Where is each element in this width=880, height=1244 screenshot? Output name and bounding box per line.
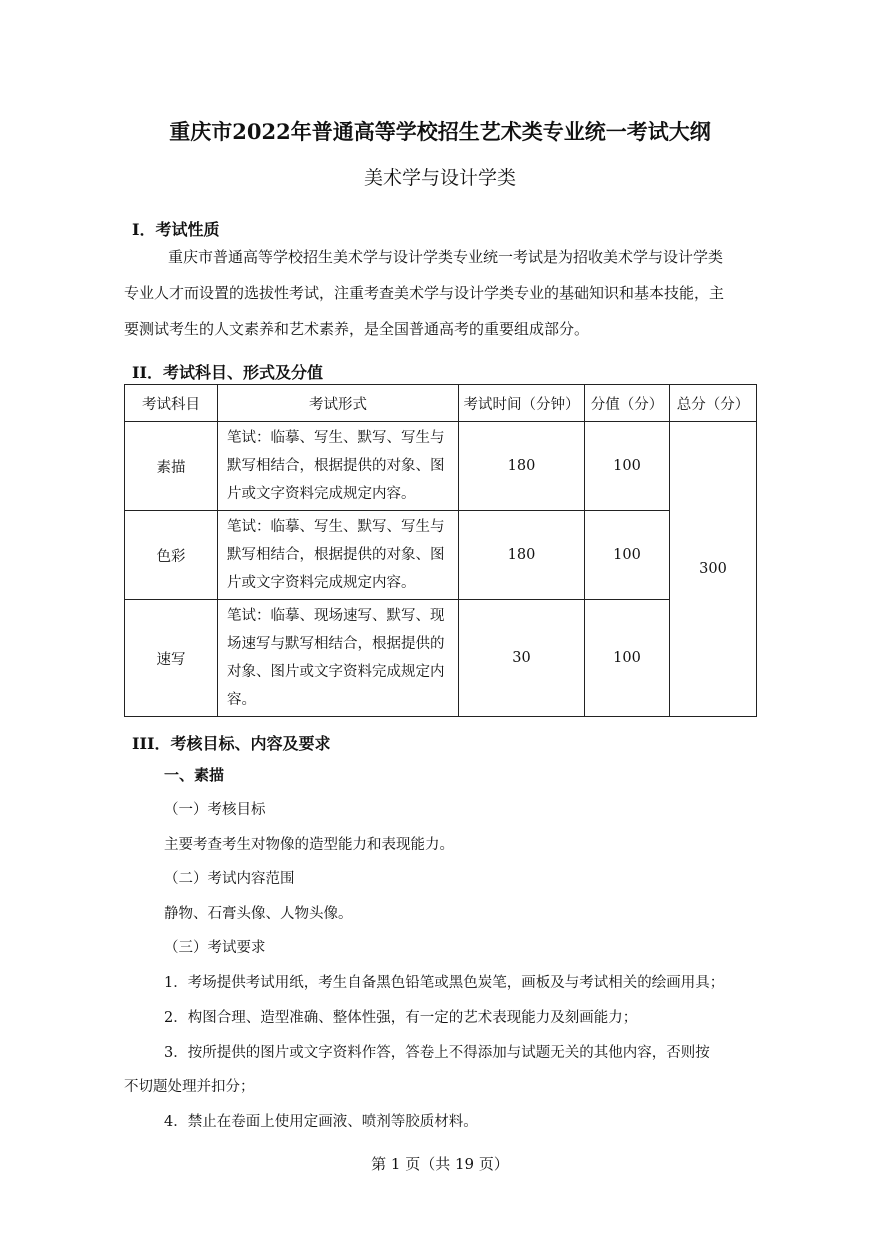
sub-heading-sketch: 一、素描 [164, 766, 225, 784]
range-text: 静物、石膏头像、人物头像。 [164, 906, 353, 922]
header-time: 考试时间（分钟） [459, 385, 585, 422]
cell-form: 笔试：临摹、写生、默写、写生与默写相结合，根据提供的对象、图片或文字资料完成规定内容。 [218, 422, 459, 511]
requirement-item: 1．考场提供考试用纸，考生自备黑色铅笔或黑色炭笔，画板及与考试相关的绘画用具； [164, 975, 725, 991]
goal-label: （一）考核目标 [164, 802, 266, 818]
exam-table [124, 384, 757, 717]
cell-subject: 速写 [125, 600, 218, 717]
cell-form: 笔试：临摹、现场速写、默写、现场速写与默写相结合，根据提供的对象、图片或文字资料完成规定内容。 [218, 600, 459, 717]
header-form: 考试形式 [218, 385, 459, 422]
table-row [125, 422, 757, 511]
cell-subject: 素描 [125, 422, 218, 511]
requirements-label: （三）考试要求 [164, 940, 266, 956]
cell-subject: 色彩 [125, 511, 218, 600]
header-total: 总分（分） [670, 385, 757, 422]
document-title: 重庆市2022年普通高等学校招生艺术类专业统一考试大纲 [169, 119, 711, 144]
paragraph-line: 重庆市普通高等学校招生美术学与设计学类专业统一考试是为招收美术学与设计学类 [168, 248, 724, 266]
cell-time: 180 [459, 422, 585, 511]
requirement-item-continued: 不切题处理并扣分； [124, 1079, 255, 1095]
table-row [125, 600, 757, 717]
table-row [125, 511, 757, 600]
range-label: （二）考试内容范围 [164, 871, 295, 887]
cell-score: 100 [585, 422, 670, 511]
cell-time: 180 [459, 511, 585, 600]
cell-form: 笔试：临摹、写生、默写、写生与默写相结合，根据提供的对象、图片或文字资料完成规定内容。 [218, 511, 459, 600]
section-heading-nature: I．考试性质 [132, 220, 220, 239]
paragraph-line: 要测试考生的人文素养和艺术素养，是全国普通高考的重要组成部分。 [124, 320, 590, 338]
requirement-item: 3．按所提供的图片或文字资料作答，答卷上不得添加与试题无关的其他内容，否则按 [164, 1045, 710, 1061]
requirement-item: 2．构图合理、造型准确、整体性强，有一定的艺术表现能力及刻画能力； [164, 1010, 638, 1026]
cell-score: 100 [585, 511, 670, 600]
requirement-item: 4．禁止在卷面上使用定画液、喷剂等胶质材料。 [164, 1114, 478, 1130]
section-heading-goals: III．考核目标、内容及要求 [132, 734, 331, 753]
cell-time: 30 [459, 600, 585, 717]
header-score: 分值（分） [585, 385, 670, 422]
document-subtitle: 美术学与设计学类 [363, 167, 516, 189]
paragraph-line: 专业人才而设置的选拔性考试，注重考查美术学与设计学类专业的基础知识和基本技能，主 [124, 284, 725, 302]
goal-text: 主要考查考生对物像的造型能力和表现能力。 [164, 837, 454, 853]
page-number: 第 1 页（共 19 页） [371, 1155, 509, 1173]
cell-total: 300 [670, 422, 757, 717]
table-header-row [125, 385, 757, 422]
section-heading-subjects: II．考试科目、形式及分值 [132, 363, 323, 382]
cell-score: 100 [585, 600, 670, 717]
header-subject: 考试科目 [125, 385, 218, 422]
